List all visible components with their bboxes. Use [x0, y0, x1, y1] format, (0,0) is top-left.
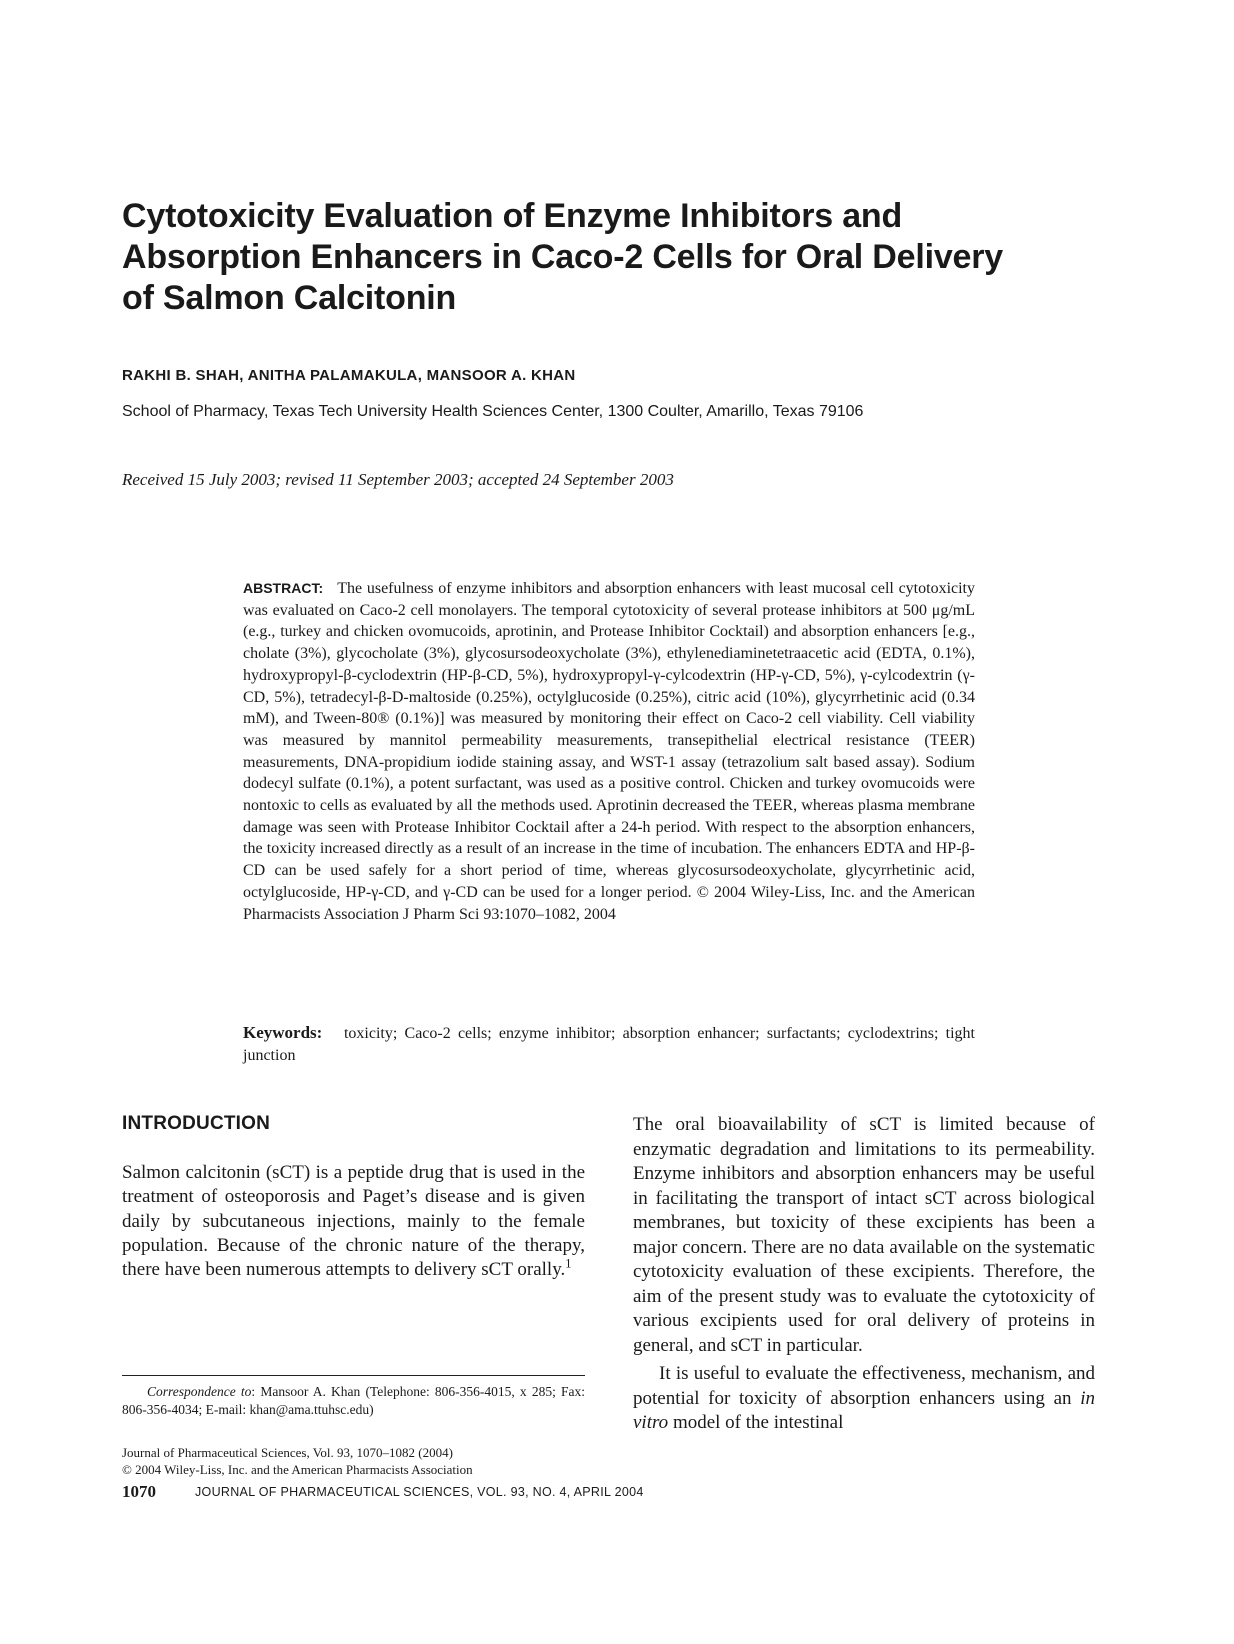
affiliation: School of Pharmacy, Texas Tech University Health Sciences Center, 1300 Coulter, Amarillo, Texas 79106: [122, 403, 864, 420]
introduction-paragraph-1: [122, 1161, 585, 1282]
introduction-paragraph-2: The oral bioavailability of sCT is limited because of enzymatic degradation and limitations to its permeability. Enzyme inhibitors and absorption enhancers may be useful in facilitating the transport of intact sCT across biological membranes, but toxicity of these excipients has been a major concern. There are no data available on the systematic cytotoxicity evaluation of these excipients. Therefore, the aim of the present study was to evaluate the cytotoxicity of various excipients used for oral delivery of proteins in general, and sCT in particular.: [633, 1114, 1095, 1356]
introduction-paragraph-1-text: Salmon calcitonin (sCT) is a peptide drug that is used in the treatment of osteoporosis and Paget’s disease and is given daily by subcutaneous injections, mainly to the female population. Because of the chronic nature of the therapy, there have been numerous attempts to delivery sCT orally.: [122, 1162, 585, 1281]
abstract: [243, 578, 975, 925]
correspondence-text: : Mansoor A. Khan (Telephone: 806-356-4015, x 285; Fax: 806-356-4034; E-mail: khan@ama.ttuhsc.edu): [122, 1384, 586, 1417]
running-footer: JOURNAL OF PHARMACEUTICAL SCIENCES, VOL. 93, NO. 4, APRIL 2004: [195, 1485, 644, 1499]
introduction-paragraph-3-start: It is useful to evaluate the effectiveness, mechanism, and potential for toxicity of absorption enhancers using an: [633, 1363, 1095, 1409]
correspondence-footnote: [122, 1383, 585, 1418]
journal-info: [122, 1445, 585, 1478]
abstract-label: ABSTRACT:: [243, 580, 324, 596]
copyright-notice: © 2004 Wiley-Liss, Inc. and the American Pharmacists Association: [122, 1461, 473, 1477]
correspondence-label: Correspondence to: [147, 1384, 252, 1399]
keywords-text: toxicity; Caco-2 cells; enzyme inhibitor; absorption enhancer; surfactants; cyclodextrins; tight junction: [243, 1025, 975, 1064]
abstract-text: The usefulness of enzyme inhibitors and absorption enhancers with least mucosal cell cytotoxicity was evaluated on Caco-2 cell monolayers. The temporal cytotoxicity of several protease inhibitors at 500 μg/mL (e.g., turkey and chicken ovomucoids, aprotinin, and Protease Inhibitor Cocktail) and absorption enhancers [e.g., cholate (3%), glycocholate (3%), glycosursodeoxycholate (3%), ethylenediaminetetraacetic acid (EDTA, 0.1%), hydroxypropyl-β-cyclodextrin (HP-β-CD, 5%), hydroxypropyl-γ-cylcodextrin (HP-γ-CD, 5%), γ-cylcodextrin (γ-CD, 5%), tetradecyl-β-D-maltoside (0.25%), octylglucoside (0.25%), citric acid (10%), glycyrrhetinic acid (0.34 mM), and Tween-80® (0.1%)] was measured by monitoring their effect on Caco-2 cell viability. Cell viability was measured by mannitol permeability measurements, transepithelial electrical resistance (TEER) measurements, DNA-propidium iodide staining assay, and WST-1 assay (tetrazolium salt based assay). Sodium dodecyl sulfate (0.1%), a potent surfactant, was used as a positive control. Chicken and turkey ovomucoids were nontoxic to cells as evaluated by all the methods used. Aprotinin decreased the TEER, whereas plasma membrane damage was seen with Protease Inhibitor Cocktail after a 24-h period. With respect to the absorption enhancers, the toxicity increased directly as a result of an increase in the time of incubation. The enhancers EDTA and HP-β-CD can be used safely for a short period of time, whereas glycosursodeoxycholate, glycyrrhetinic acid, octylglucoside, HP-γ-CD, and γ-CD can be used for a longer period. © 2004 Wiley-Liss, Inc. and the American Pharmacists Association J Pharm Sci 93:1070–1082, 2004: [243, 580, 976, 923]
keywords-label: Keywords:: [243, 1023, 323, 1042]
paper-title: Cytotoxicity Evaluation of Enzyme Inhibitors and Absorption Enhancers in Caco-2 Cells for Oral Delivery of Salmon Calcitonin: [122, 197, 1004, 317]
section-heading-introduction: INTRODUCTION: [122, 1113, 271, 1134]
keywords: [243, 1022, 975, 1067]
introduction-paragraph-3-italic: in vitro: [633, 1387, 1095, 1433]
introduction-paragraph-3: [633, 1362, 1095, 1436]
journal-citation: Journal of Pharmaceutical Sciences, Vol. 93, 1070–1082 (2004): [122, 1445, 453, 1460]
right-column: [633, 1113, 1095, 1436]
author-list: RAKHI B. SHAH, ANITHA PALAMAKULA, MANSOOR A. KHAN: [122, 367, 576, 384]
page-number: 1070: [122, 1482, 156, 1501]
introduction-paragraph-3-end: model of the intestinal: [668, 1412, 844, 1433]
reference-marker: 1: [565, 1256, 572, 1271]
received-dates: Received 15 July 2003; revised 11 September 2003; accepted 24 September 2003: [122, 470, 674, 489]
footnote-divider: [122, 1375, 585, 1376]
